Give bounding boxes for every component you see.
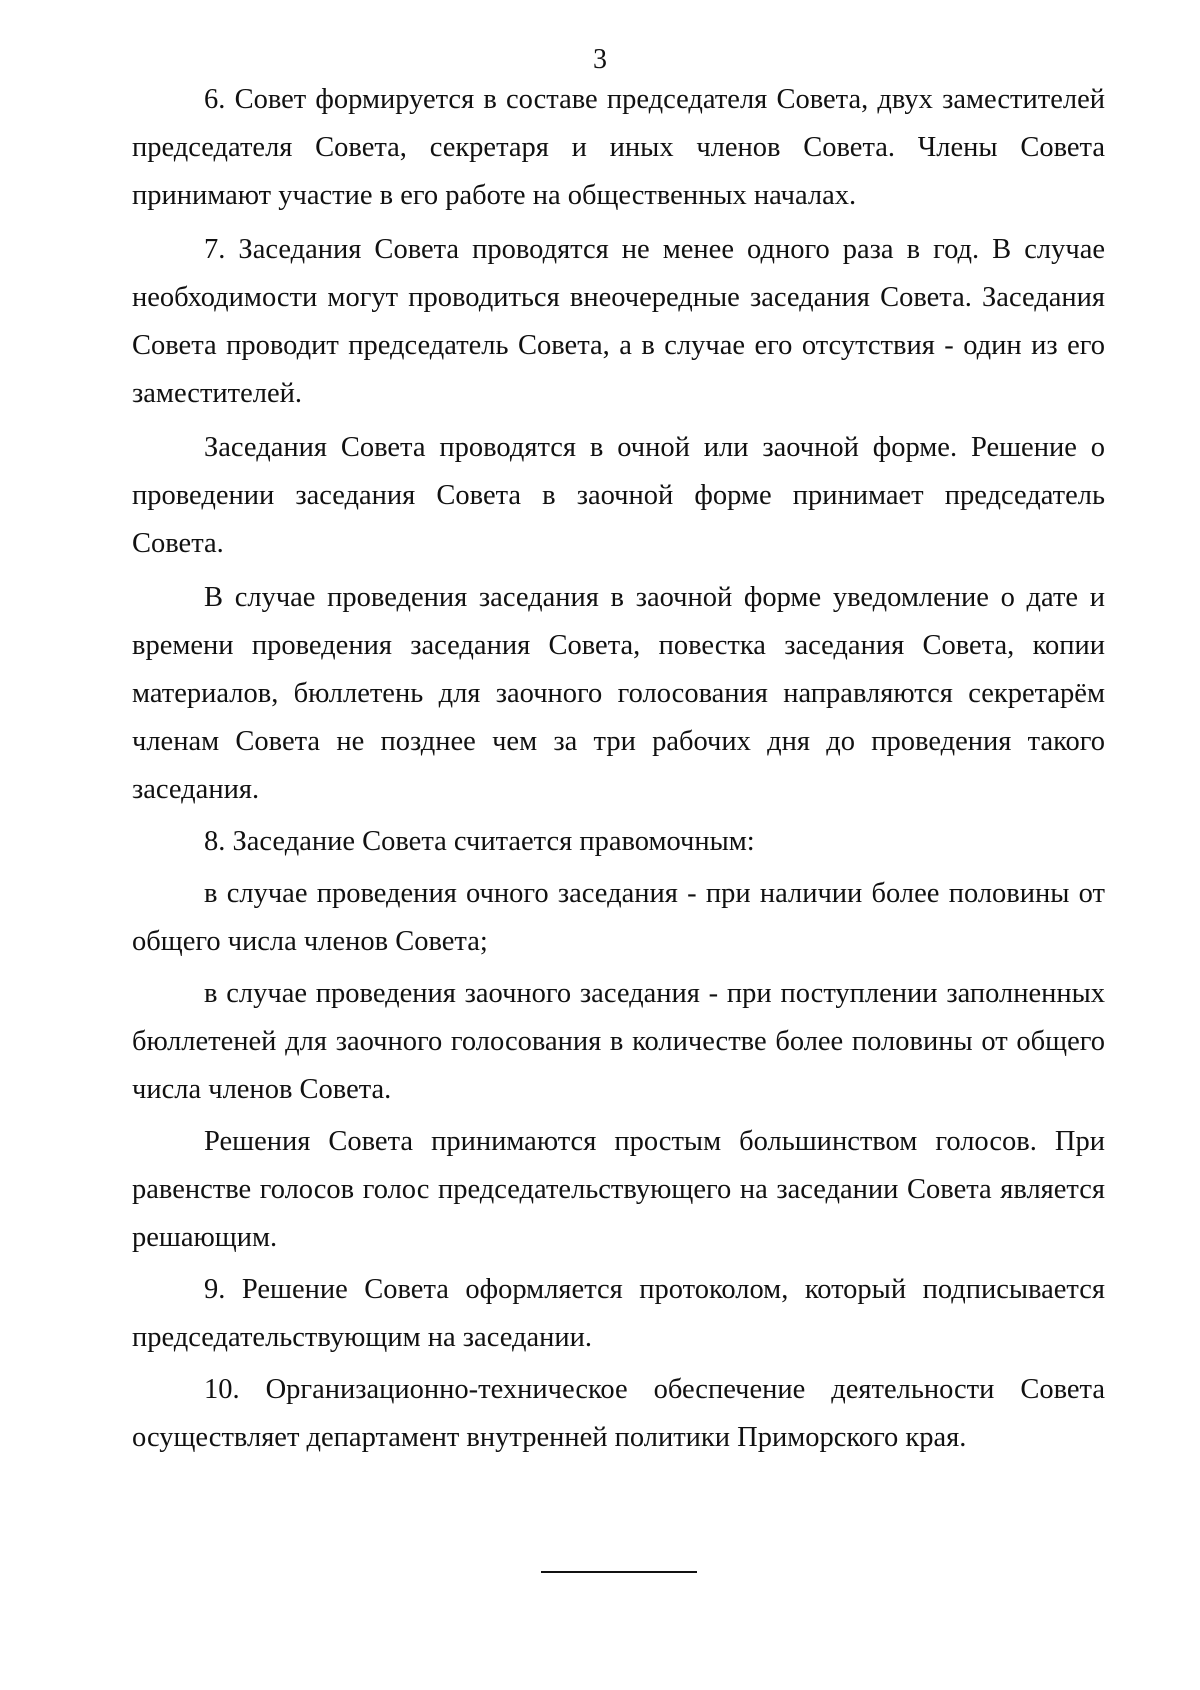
paragraph-6: 6. Совет формируется в составе председателя Совета, двух заместителей председателя Совета, секретаря и иных членов Совета. Члены Совета принимают участие в его работе на общественных началах. <box>132 84 1105 211</box>
paragraph-7: 7. Заседания Совета проводятся не менее одного раза в год. В случае необходимости могут проводиться внеочередные заседания Совета. Заседания Совета проводит председатель Совета, а в случае его отсутствия - один из его заместителей. <box>132 234 1105 409</box>
paragraph-7-forms: Заседания Совета проводятся в очной или заочной форме. Решение о проведении заседания Совета в заочной форме принимает председатель Совета. <box>132 432 1105 559</box>
paragraph-7-remote: В случае проведения заседания в заочной форме уведомление о дате и времени проведения заседания Совета, повестка заседания Совета, копии материалов, бюллетень для заочного голосования направляются секретарём членам Совета не позднее чем за три рабочих дня до проведения такого заседания. <box>132 582 1105 805</box>
paragraph-8-remote: в случае проведения заочного заседания - при поступлении заполненных бюллетеней для заочного голосования в количестве более половины от общего числа членов Совета. <box>132 978 1105 1105</box>
paragraph-9: 9. Решение Совета оформляется протоколом, который подписывается председательствующим на заседании. <box>132 1274 1105 1353</box>
paragraph-8-in-person: в случае проведения очного заседания - при наличии более половины от общего числа членов Совета; <box>132 878 1105 957</box>
paragraph-10: 10. Организационно-техническое обеспечение деятельности Совета осуществляет департамент внутренней политики Приморского края. <box>132 1374 1105 1453</box>
paragraph-8: 8. Заседание Совета считается правомочным: <box>204 826 755 857</box>
paragraph-8-decisions: Решения Совета принимаются простым большинством голосов. При равенстве голосов голос председательствующего на заседании Совета является решающим. <box>132 1126 1105 1253</box>
document-body <box>132 76 1105 1462</box>
end-of-document-rule <box>541 1571 697 1573</box>
page-number: 3 <box>593 44 607 75</box>
